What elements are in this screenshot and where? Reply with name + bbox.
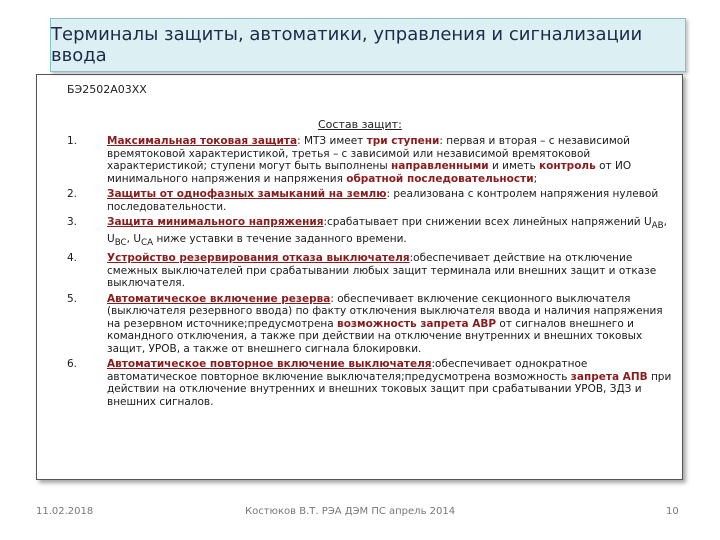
list-item: [45, 358, 675, 408]
item-number: 2.: [67, 188, 78, 200]
item-text: Автоматическое включение резерва: обеспечивает включение секционного выключателя (выключателя резервного ввода) по факту отключения выключателя ввода и наличия напряжения на резервном источнике;предусмотрена возможность запрета АВР от сигналов внешнего и командного отключения, а также при действии на отключение внутренних и внешних токовых защит, УРОВ, а также от внешнего сигнала блокировки.: [107, 292, 663, 355]
content-box: [36, 74, 683, 480]
item-number: 4.: [67, 252, 78, 265]
item-text: Защита минимального напряжения:срабатывает при снижении всех линейных напряжений $U_{AB}$, $U_{BC}$, $U_{CA}$ ниже уставки в течение заданного времени.: [107, 216, 667, 248]
subtitle: Состав защит:: [318, 118, 402, 131]
list-item: [45, 135, 675, 185]
list-item: [45, 293, 675, 356]
item-number: 3.: [67, 216, 78, 228]
title-bar: [50, 18, 686, 72]
item-text: Устройство резервирования отказа выключателя:обеспечивает действие на отключение смежных выключателей при срабатывании любых защит терминала или внешних защит и отказе выключателя.: [107, 252, 657, 290]
item-number: 6.: [67, 358, 78, 371]
list-item: [45, 252, 675, 290]
item-text: Автоматическое повторное включение выключателя:обеспечивает однократное автоматическое повторное включение выключателя;предусмотрена возможность запрета АПВ при действии на отключение внутренних и внешних токовых защит при срабатывании УРОВ, ЗДЗ и внешних сигналов.: [107, 358, 672, 408]
footer-date: 11.02.2018: [36, 506, 94, 517]
item-text: Максимальная токовая защита: МТЗ имеет три ступени: первая и вторая – с независимой времятоковой характеристикой, третья – с зависимой или независимой времятоковой характеристикой; ступени могут быть выполнены направленными и иметь контроль от ИО минимального напряжения и напряжения обратной последовательности;: [107, 135, 632, 185]
item-number: 1.: [67, 135, 78, 147]
item-text: Защиты от однофазных замыканий на землю: реализована с контролем напряжения нулевой последовательности.: [107, 188, 659, 213]
list-item: [45, 188, 675, 213]
page-number: 10: [666, 506, 679, 517]
footer-author: Костюков В.Т. РЭА ДЭМ ПС апрель 2014: [245, 506, 456, 517]
slide-title: Терминалы защиты, автоматики, управления и сигнализации ввода: [51, 24, 643, 66]
protection-list: [45, 135, 675, 411]
list-item: [45, 216, 675, 249]
device-code: БЭ2502А03ХХ: [67, 83, 147, 96]
item-number: 5.: [67, 292, 78, 305]
